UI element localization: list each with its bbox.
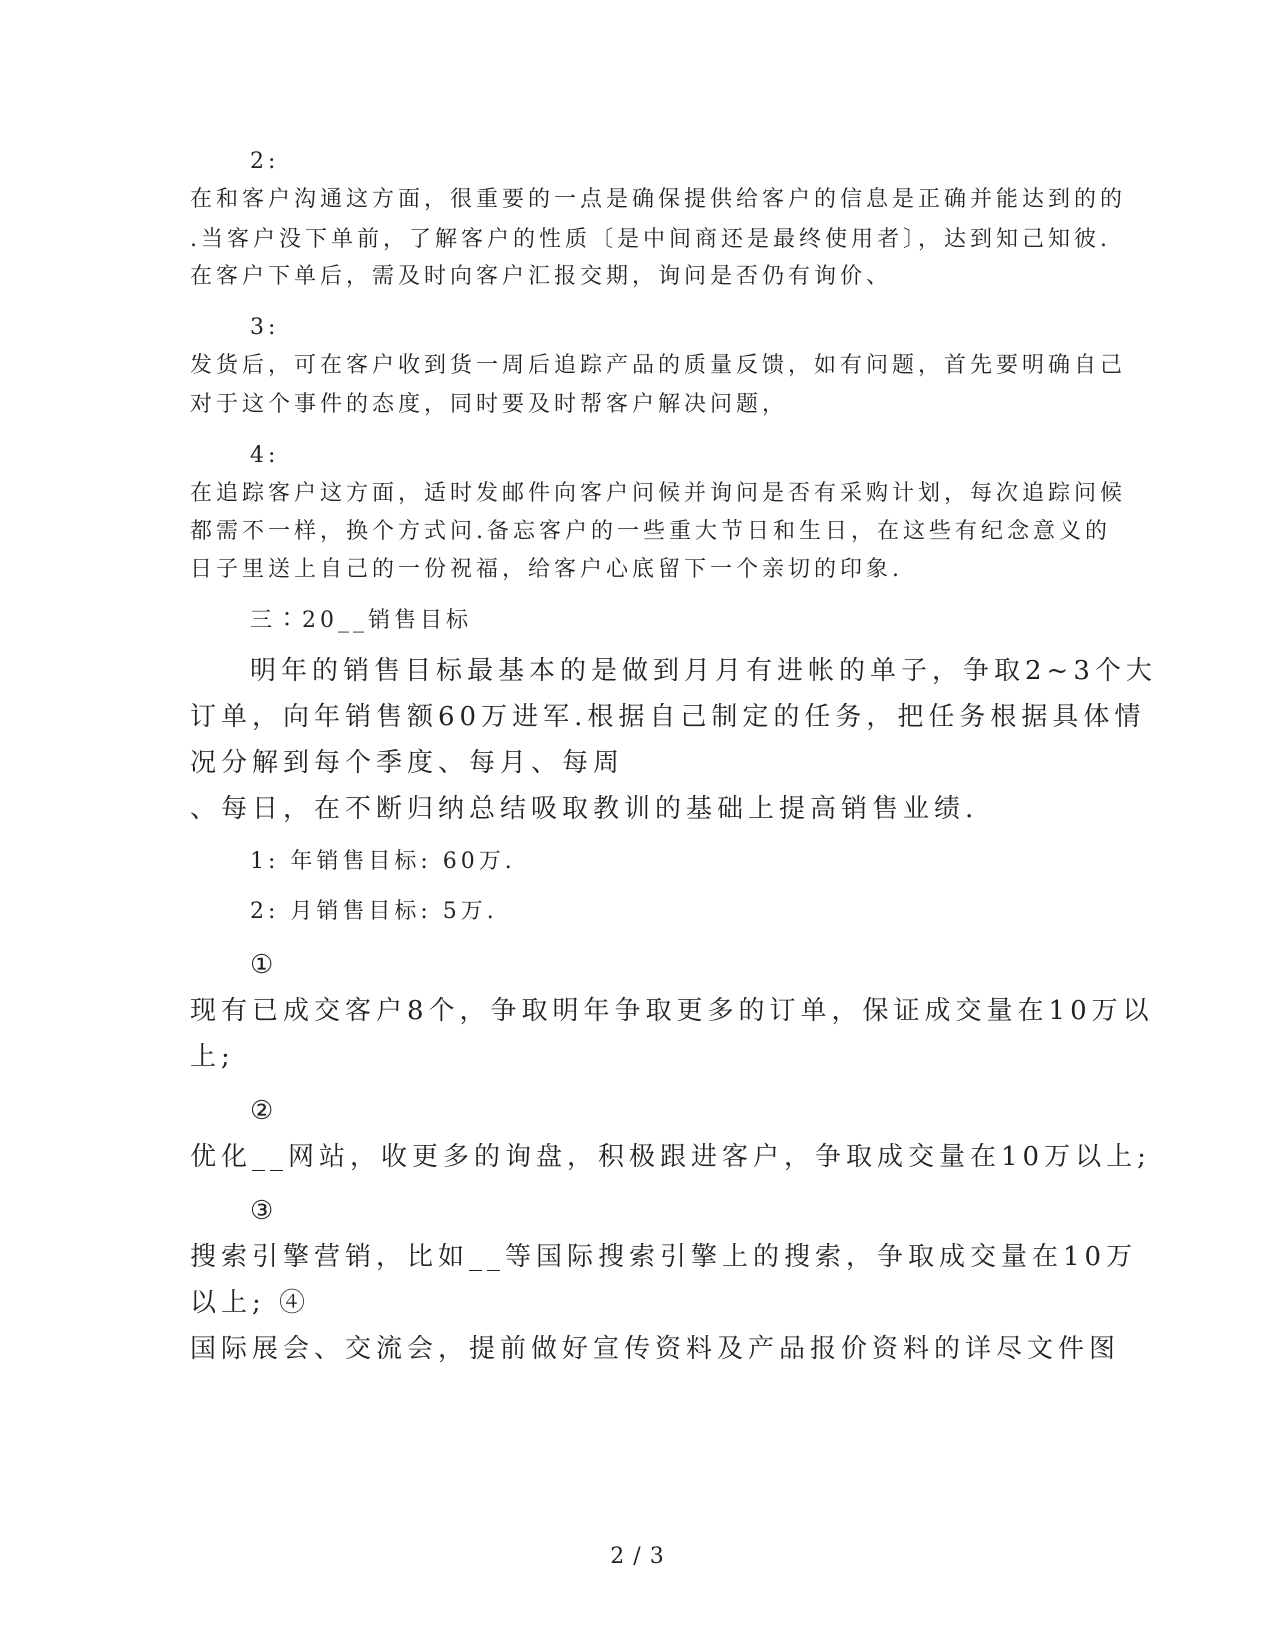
- page-number: 2 / 3: [610, 1544, 665, 1569]
- paragraph-line: 都需不一样，换个方式问.备忘客户的一些重大节日和生日，在这些有纪念意义的: [190, 519, 1111, 544]
- paragraph-line: 以上; ④: [190, 1288, 311, 1318]
- paragraph-line: .当客户没下单前，了解客户的性质〔是中间商还是最终使用者〕，达到知己知彼.: [190, 227, 1111, 252]
- item-number-4: 4:: [250, 443, 280, 468]
- paragraph-line: 订单，向年销售额60万进军.根据自己制定的任务，把任务根据具体情: [190, 702, 1146, 732]
- paragraph-line: 明年的销售目标最基本的是做到月月有进帐的单子，争取2~3个大: [250, 656, 1157, 686]
- item-number-3: 3:: [250, 315, 280, 340]
- paragraph-line: 况分解到每个季度、每月、每周: [190, 748, 625, 778]
- list-marker-1: ①: [250, 950, 279, 980]
- monthly-target: 2: 月销售目标: 5万.: [250, 899, 498, 924]
- list-marker-3: ③: [250, 1196, 279, 1226]
- section-heading: 三∶20__销售目标: [250, 608, 472, 633]
- paragraph-line: 对于这个事件的态度，同时要及时帮客户解决问题，: [190, 392, 789, 417]
- paragraph-line: 现有已成交客户8个，争取明年争取更多的订单，保证成交量在10万以: [190, 996, 1154, 1026]
- list-marker-2: ②: [250, 1096, 279, 1126]
- item-number-2: 2:: [250, 149, 280, 174]
- paragraph-line: 在和客户沟通这方面，很重要的一点是确保提供给客户的信息是正确并能达到的的: [190, 187, 1127, 212]
- paragraph-line: 搜索引擎营销，比如__等国际搜索引擎上的搜索，争取成交量在10万: [190, 1242, 1138, 1272]
- paragraph-line: 日子里送上自己的一份祝福，给客户心底留下一个亲切的印象.: [190, 557, 903, 582]
- paragraph-line: 、每日，在不断归纳总结吸取教训的基础上提高销售业绩.: [190, 794, 979, 824]
- paragraph-line: 上;: [190, 1042, 235, 1072]
- paragraph-line: 在客户下单后，需及时向客户汇报交期，询问是否仍有询价、: [190, 264, 893, 289]
- annual-target: 1: 年销售目标: 60万.: [250, 849, 516, 874]
- paragraph-line: 发货后，可在客户收到货一周后追踪产品的质量反馈，如有问题，首先要明确自己: [190, 353, 1127, 378]
- paragraph-line: 国际展会、交流会，提前做好宣传资料及产品报价资料的详尽文件图: [190, 1334, 1121, 1364]
- paragraph-line: 优化__网站，收更多的询盘，积极跟进客户，争取成交量在10万以上;: [190, 1142, 1151, 1172]
- paragraph-line: 在追踪客户这方面，适时发邮件向客户问候并询问是否有采购计划，每次追踪问候: [190, 481, 1127, 506]
